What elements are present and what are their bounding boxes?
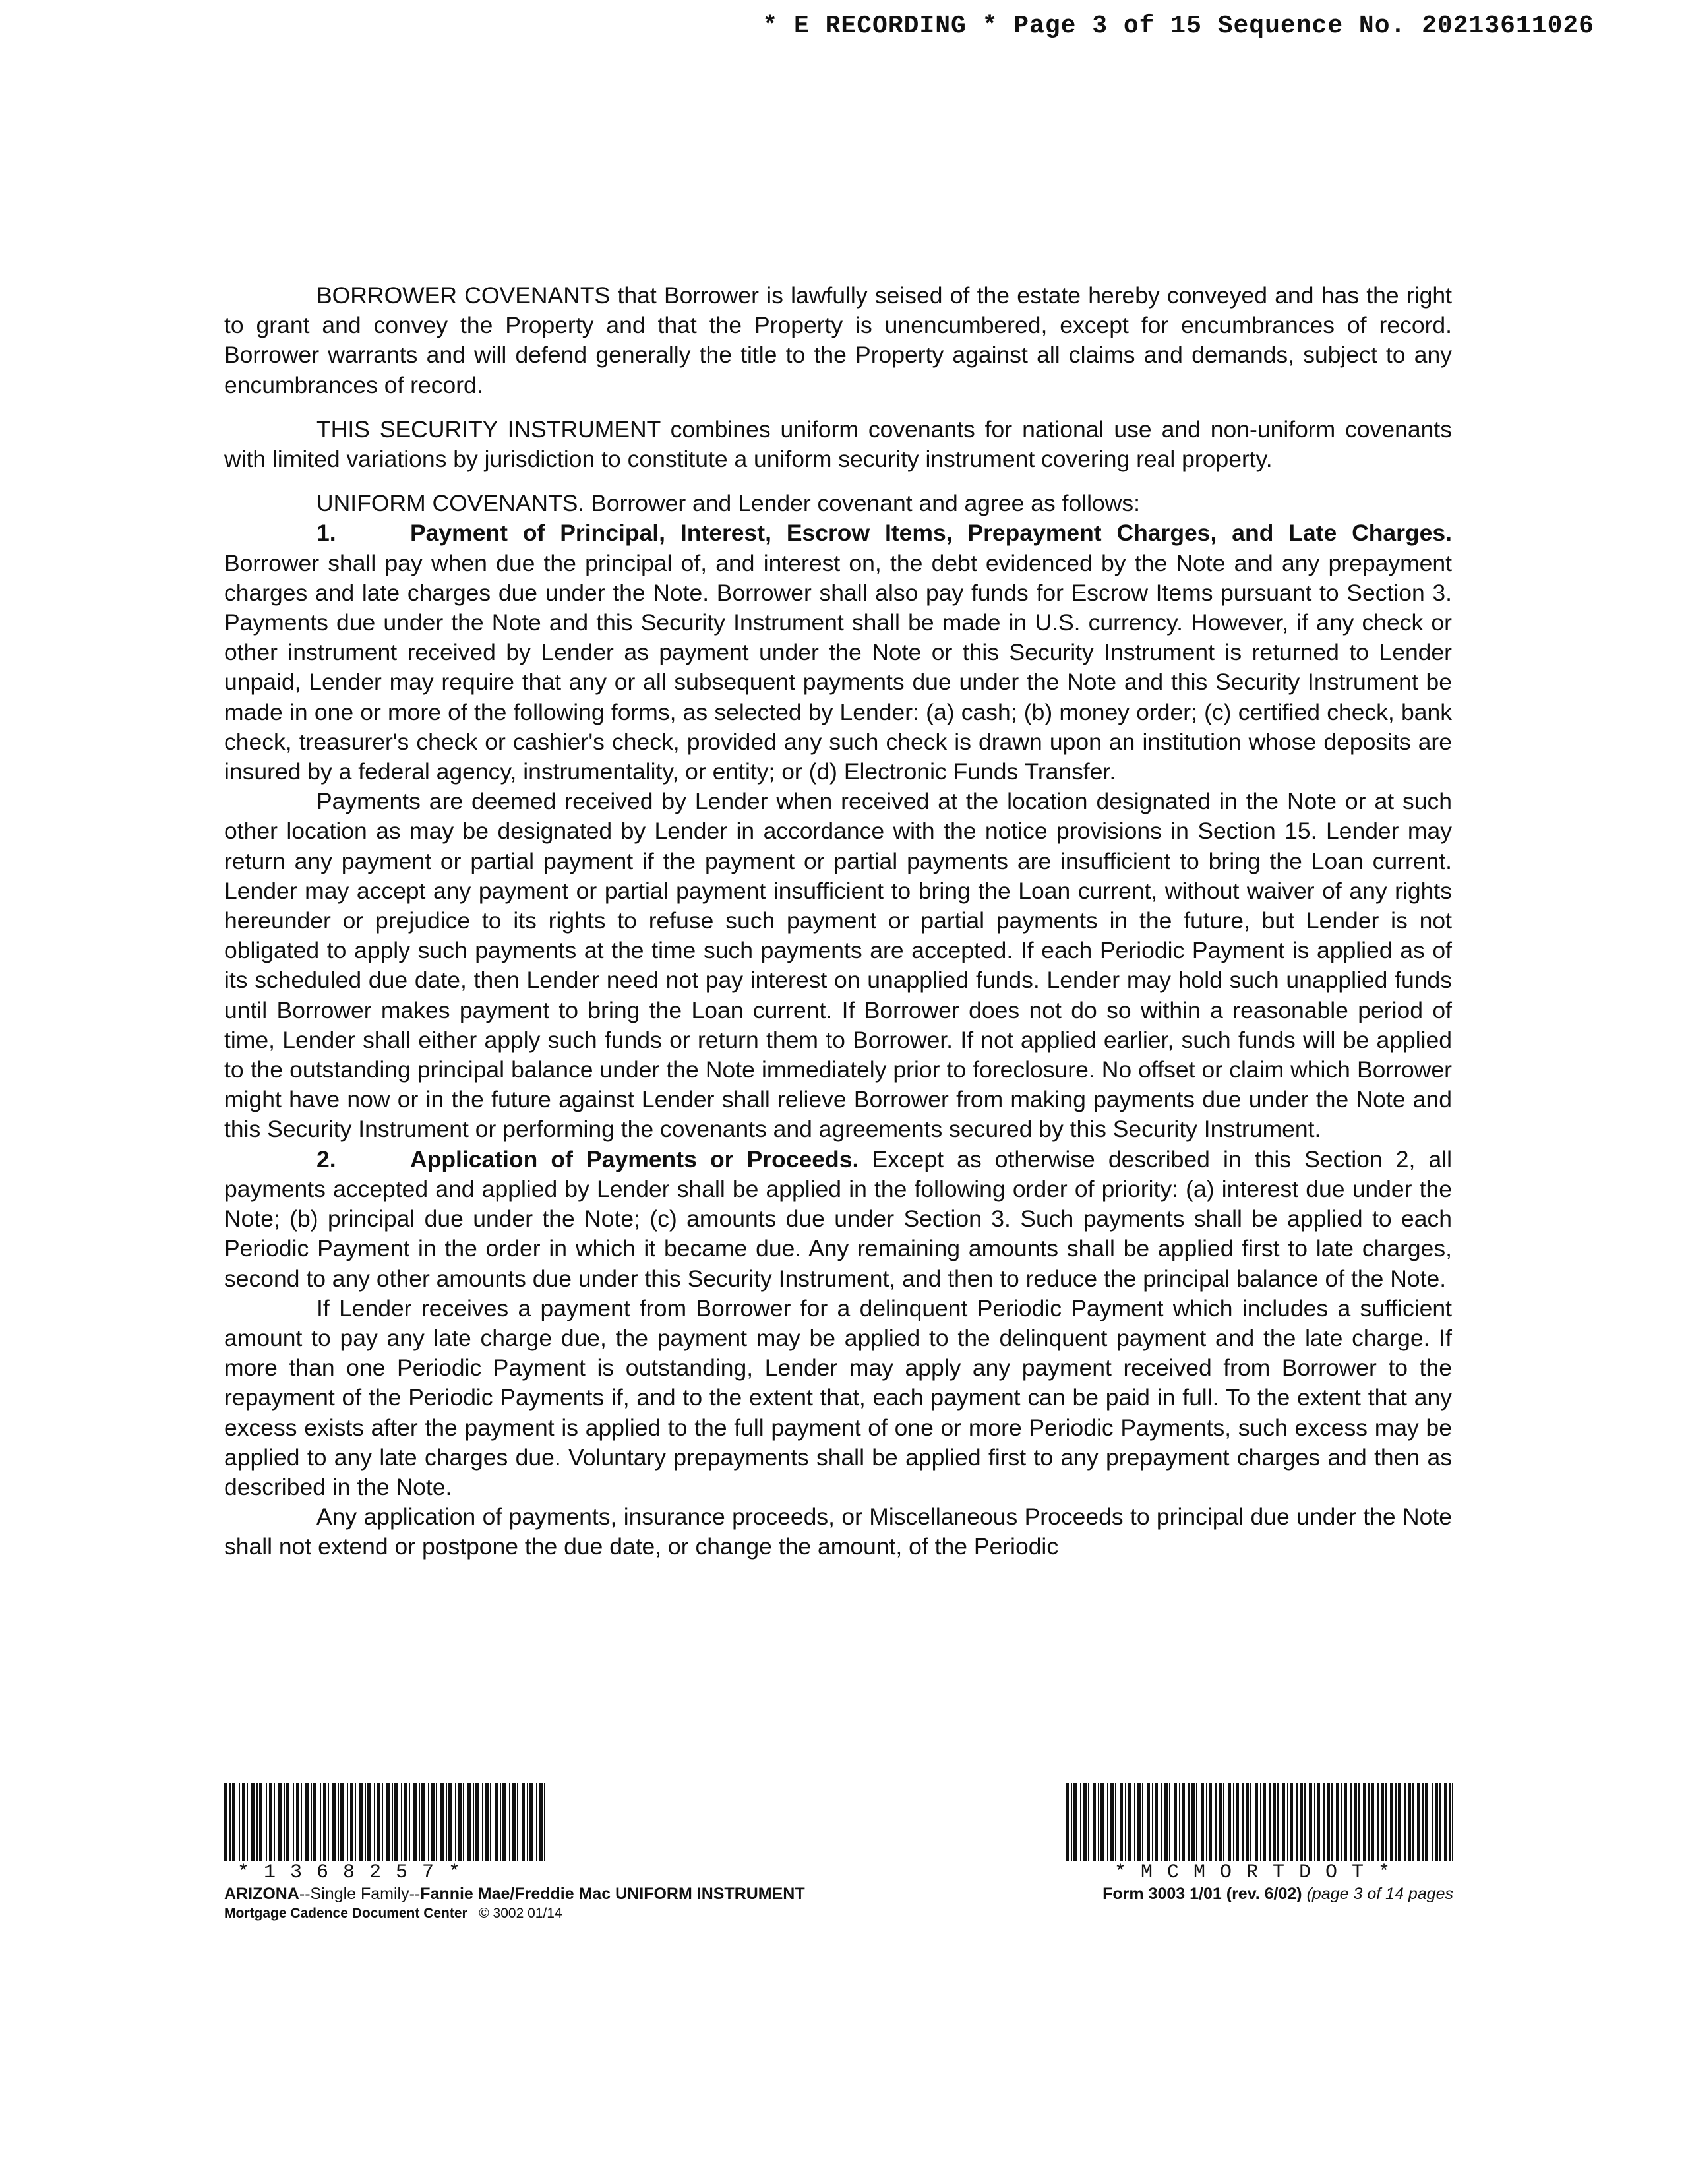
barcode-stripe	[1358, 1783, 1360, 1861]
section-2-text: Except as otherwise described in this Section 2, all payments accepted and applied by Lender shall be applied in the following order of priority: (a) interest due under the Note; (b) principal due under the Note; (c) amounts due under Section 3. Such payments shall be applied to each Periodic Payment in the order in which it became due. Any remaining amounts shall be applied first to late charges, second to any other amounts due under this Security Instrument, and then to reduce the principal balance of the Note.	[224, 1145, 1452, 1292]
barcode-stripe	[463, 1783, 464, 1861]
document-body	[224, 281, 1452, 1562]
barcode-stripe	[392, 1783, 393, 1861]
barcode-stripe	[500, 1783, 501, 1861]
barcode-stripe	[1425, 1783, 1428, 1861]
barcode-stripe	[428, 1783, 429, 1861]
barcode-stripe	[512, 1783, 516, 1861]
barcode-stripe	[1125, 1783, 1126, 1861]
barcode-stripe	[242, 1783, 245, 1861]
barcode-stripe	[421, 1783, 425, 1861]
barcode-stripe	[1219, 1783, 1222, 1861]
barcode-stripe	[1398, 1783, 1401, 1861]
barcode-stripe	[1196, 1783, 1197, 1861]
barcode-stripe	[1066, 1783, 1069, 1861]
barcode-stripe	[1452, 1783, 1453, 1861]
barcode-stripe	[1368, 1783, 1370, 1861]
barcode-stripe	[495, 1783, 498, 1861]
barcode-stripe	[446, 1783, 447, 1861]
barcode-stripe	[1110, 1783, 1114, 1861]
barcode-stripe	[328, 1783, 329, 1861]
barcode-stripe	[1309, 1783, 1312, 1861]
barcode-stripe	[1277, 1783, 1279, 1861]
barcode-stripe	[1155, 1783, 1158, 1861]
barcode-stripe	[1432, 1783, 1433, 1861]
barcode-right	[1066, 1783, 1453, 1861]
barcode-stripe	[256, 1783, 258, 1861]
barcode-stripe	[1191, 1783, 1195, 1861]
barcode-stripe	[1263, 1783, 1266, 1861]
instrument-name: Fannie Mae/Freddie Mac UNIFORM INSTRUMENT	[420, 1885, 805, 1903]
barcode-stripe	[1449, 1783, 1451, 1861]
barcode-stripe	[475, 1783, 479, 1861]
barcode-stripe	[340, 1783, 344, 1861]
barcode-stripe	[539, 1783, 543, 1861]
barcode-stripe	[522, 1783, 525, 1861]
barcode-stripe	[458, 1783, 462, 1861]
barcode-stripe	[269, 1783, 272, 1861]
barcode-stripe	[1300, 1783, 1303, 1861]
barcode-stripe	[413, 1783, 417, 1861]
barcode-left-text: *1368257*	[237, 1862, 475, 1884]
barcode-stripe	[1304, 1783, 1306, 1861]
section-1	[224, 518, 1452, 787]
barcode-left	[224, 1783, 549, 1861]
barcode-stripe	[1350, 1783, 1352, 1861]
barcode-stripe	[1206, 1783, 1207, 1861]
form-code: © 3002 01/14	[479, 1906, 562, 1921]
instrument-line	[224, 1883, 805, 1904]
barcode-stripe	[1287, 1783, 1288, 1861]
barcode-stripe	[1439, 1783, 1441, 1861]
payments-received-paragraph: Payments are deemed received by Lender when received at the location designated in the Note or at such other location as may be designated by Lender in accordance with the notice provisions in Section 15. Lender may return any payment or partial payment if the payment or partial payments are insufficient to bring the Loan current. Lender may accept any payment or partial payment insufficient to bring the Loan current, without waiver of any rights hereunder or prejudice to its rights to refuse such payment or partial payments in the future, but Lender is not obligated to apply such payments at the time such payments are accepted. If each Periodic Payment is applied as of its scheduled due date, then Lender need not pay interest on unapplied funds. Lender may hold such unapplied funds until Borrower makes payment to bring the Loan current. If Borrower does not do so within a reasonable period of time, Lender shall either apply such funds or return them to Borrower. If not applied earlier, such funds will be applied to the outstanding principal balance under the Note immediately prior to foreclosure. No offset or claim which Borrower might have now or in the future against Lender shall relieve Borrower from making payments due under the Note and this Security Instrument or performing the covenants and agreements secured by this Security Instrument.	[224, 788, 1452, 1143]
barcode-stripe	[1201, 1783, 1204, 1861]
barcode-stripe	[286, 1783, 289, 1861]
barcode-stripe	[1363, 1783, 1366, 1861]
barcode-stripe	[1242, 1783, 1244, 1861]
barcode-stripe	[305, 1783, 309, 1861]
section-1-number: 1.	[316, 520, 336, 547]
form-number-line	[1066, 1883, 1453, 1904]
barcode-stripe	[485, 1783, 489, 1861]
barcode-stripe	[1290, 1783, 1293, 1861]
section-1-title: Payment of Principal, Interest, Escrow Items, Prepayment Charges, and Late Charges.	[410, 520, 1452, 547]
barcode-stripe	[259, 1783, 262, 1861]
barcode-stripe	[536, 1783, 537, 1861]
barcode-stripe	[1107, 1783, 1108, 1861]
document-center-line	[224, 1904, 805, 1923]
barcode-stripe	[1147, 1783, 1150, 1861]
barcode-stripe	[239, 1783, 240, 1861]
barcode-stripe	[374, 1783, 375, 1861]
barcode-stripe	[529, 1783, 533, 1861]
barcode-stripe	[1255, 1783, 1258, 1861]
barcode-stripe	[1444, 1783, 1447, 1861]
barcode-stripe	[455, 1783, 456, 1861]
barcode-stripe	[1282, 1783, 1285, 1861]
barcode-stripe	[365, 1783, 366, 1861]
barcode-stripe	[1120, 1783, 1123, 1861]
barcode-stripe	[527, 1783, 528, 1861]
barcode-stripe	[1408, 1783, 1411, 1861]
barcode-stripe	[377, 1783, 380, 1861]
barcode-stripe	[266, 1783, 267, 1861]
barcode-stripe	[1273, 1783, 1276, 1861]
barcode-stripe	[301, 1783, 302, 1861]
barcode-stripe	[382, 1783, 383, 1861]
barcode-stripe	[1209, 1783, 1212, 1861]
barcode-stripe	[1250, 1783, 1251, 1861]
uniform-covenants-intro: UNIFORM COVENANTS. Borrower and Lender covenant and agree as follows:	[316, 490, 1140, 517]
barcode-stripe	[323, 1783, 326, 1861]
barcode-stripe	[1080, 1783, 1081, 1861]
barcode-stripe	[473, 1783, 474, 1861]
barcode-stripe	[1093, 1783, 1096, 1861]
barcode-stripe	[247, 1783, 248, 1861]
application-of-payments-paragraph: Any application of payments, insurance proceeds, or Miscellaneous Proceeds to principal due under the Note shall not extend or postpone the due date, or change the amount, of the Periodic	[224, 1503, 1452, 1560]
barcode-stripe	[1417, 1783, 1420, 1861]
barcode-stripe	[1331, 1783, 1333, 1861]
barcode-stripe	[274, 1783, 275, 1861]
barcode-stripe	[1435, 1783, 1438, 1861]
barcode-stripe	[1161, 1783, 1162, 1861]
barcode-stripe	[482, 1783, 483, 1861]
barcode-stripe	[359, 1783, 363, 1861]
barcode-stripe	[284, 1783, 285, 1861]
barcode-stripe	[1083, 1783, 1087, 1861]
barcode-stripe	[1395, 1783, 1397, 1861]
form-number: Form 3003 1/01 (rev. 6/02)	[1102, 1885, 1302, 1903]
barcode-stripe	[1381, 1783, 1384, 1861]
barcode-stripe	[1152, 1783, 1153, 1861]
section-2-number: 2.	[316, 1145, 336, 1172]
barcode-stripe	[1341, 1783, 1342, 1861]
barcode-stripe	[544, 1783, 545, 1861]
barcode-stripe	[394, 1783, 398, 1861]
barcode-stripe	[419, 1783, 420, 1861]
barcode-stripe	[502, 1783, 506, 1861]
barcode-stripe	[232, 1783, 235, 1861]
barcode-stripe	[1142, 1783, 1143, 1861]
barcode-stripe	[293, 1783, 294, 1861]
security-instrument-paragraph: THIS SECURITY INSTRUMENT combines uniform covenants for national use and non-uniform covenants with limited variations by jurisdiction to constitute a uniform security instrument covering real property.	[224, 415, 1452, 473]
barcode-stripe	[296, 1783, 299, 1861]
delinquent-payment-paragraph: If Lender receives a payment from Borrower for a delinquent Periodic Payment which includes a sufficient amount to pay any late charge due, the payment may be applied to the delinquent payment and the late charge. If more than one Periodic Payment is outstanding, Lender may apply any payment received from Borrower to the repayment of the Periodic Payments if, and to the extent that, each payment can be paid in full. To the extent that any excess exists after the payment is applied to the full payment of one or more Periodic Payments, such excess may be applied to any late charges due. Voluntary prepayments shall be applied first to any prepayment charges and then as described in the Note.	[224, 1294, 1452, 1500]
barcode-stripe	[1169, 1783, 1170, 1861]
barcode-stripe	[1100, 1783, 1104, 1861]
barcode-stripe	[490, 1783, 491, 1861]
barcode-stripe	[1336, 1783, 1339, 1861]
footer-right	[1066, 1783, 1453, 1904]
barcode-stripe	[1128, 1783, 1131, 1861]
barcode-stripe	[448, 1783, 452, 1861]
barcode-stripe	[251, 1783, 255, 1861]
barcode-stripe	[436, 1783, 437, 1861]
barcode-stripe	[467, 1783, 471, 1861]
barcode-stripe	[1354, 1783, 1357, 1861]
barcode-stripe	[1327, 1783, 1330, 1861]
barcode-stripe	[355, 1783, 356, 1861]
barcode-stripe	[1412, 1783, 1414, 1861]
barcode-stripe	[1098, 1783, 1099, 1861]
barcode-stripe	[409, 1783, 410, 1861]
barcode-stripe	[320, 1783, 321, 1861]
barcode-stripe	[224, 1783, 227, 1861]
barcode-stripe	[404, 1783, 407, 1861]
barcode-stripe	[1188, 1783, 1190, 1861]
barcode-stripe	[1179, 1783, 1180, 1861]
barcode-stripe	[1137, 1783, 1141, 1861]
barcode-stripe	[1314, 1783, 1315, 1861]
barcode-stripe	[1269, 1783, 1271, 1861]
barcode-stripe	[517, 1783, 518, 1861]
barcode-stripe	[1233, 1783, 1234, 1861]
barcode-stripe	[229, 1783, 231, 1861]
company-name: Mortgage Cadence Document Center	[224, 1906, 467, 1921]
barcode-stripe	[1296, 1783, 1298, 1861]
barcode-stripe	[338, 1783, 339, 1861]
state-description: --Single Family--	[299, 1885, 421, 1903]
barcode-stripe	[311, 1783, 312, 1861]
barcode-stripe	[1385, 1783, 1387, 1861]
barcode-stripe	[1088, 1783, 1089, 1861]
barcode-stripe	[332, 1783, 336, 1861]
barcode-stripe	[1134, 1783, 1135, 1861]
barcode-stripe	[1260, 1783, 1261, 1861]
barcode-stripe	[1174, 1783, 1177, 1861]
page-info: (page 3 of 14 pages	[1306, 1885, 1453, 1903]
barcode-stripe	[347, 1783, 348, 1861]
barcode-stripe	[431, 1783, 435, 1861]
footer-left	[224, 1783, 805, 1923]
barcode-stripe	[1164, 1783, 1168, 1861]
barcode-stripe	[509, 1783, 510, 1861]
state-name: ARIZONA	[224, 1885, 299, 1903]
barcode-stripe	[278, 1783, 282, 1861]
barcode-stripe	[1115, 1783, 1116, 1861]
barcode-stripe	[1371, 1783, 1374, 1861]
barcode-stripe	[1073, 1783, 1077, 1861]
barcode-stripe	[1246, 1783, 1249, 1861]
barcode-stripe	[350, 1783, 353, 1861]
barcode-stripe	[1344, 1783, 1347, 1861]
barcode-stripe	[401, 1783, 402, 1861]
barcode-stripe	[1317, 1783, 1320, 1861]
barcode-stripe	[440, 1783, 444, 1861]
barcode-stripe	[1236, 1783, 1239, 1861]
barcode-stripe	[313, 1783, 316, 1861]
barcode-stripe	[1228, 1783, 1231, 1861]
barcode-stripe	[386, 1783, 390, 1861]
section-2-title: Application of Payments or Proceeds.	[410, 1145, 859, 1172]
recording-stamp: * E RECORDING * Page 3 of 15 Sequence No. 20213611026	[762, 12, 1594, 40]
barcode-stripe	[1215, 1783, 1217, 1861]
barcode-stripe	[1404, 1783, 1406, 1861]
barcode-stripe	[367, 1783, 371, 1861]
barcode-right-text: *MCMORTDOT*	[1114, 1862, 1405, 1884]
barcode-stripe	[1182, 1783, 1185, 1861]
borrower-covenants-paragraph: BORROWER COVENANTS that Borrower is lawfully seised of the estate hereby conveyed and has the right to grant and convey the Property and that the Property is unencumbered, except for encumbrances of record. Borrower warrants and will defend generally the title to the Property against all claims and demands, subject to any encumbrances of record.	[224, 282, 1452, 398]
barcode-stripe	[1223, 1783, 1224, 1861]
barcode-stripe	[1377, 1783, 1379, 1861]
barcode-stripe	[1390, 1783, 1393, 1861]
barcode-stripe	[1422, 1783, 1424, 1861]
section-1-text: Borrower shall pay when due the principal of, and interest on, the debt evidenced by the Note and any prepayment charges and late charges due under the Note. Borrower shall also pay funds for Escrow Items pursuant to Section 3. Payments due under the Note and this Security Instrument shall be made in U.S. currency. However, if any check or other instrument received by Lender as payment under the Note or this Security Instrument is returned to Lender unpaid, Lender may require that any or all subsequent payments due under the Note and this Security Instrument be made in one or more of the following forms, as selected by Lender: (a) cash; (b) money order; (c) certified check, bank check, treasurer's check or cashier's check, provided any such check is drawn upon an institution whose deposits are insured by a federal agency, instrumentality, or entity; or (d) Electronic Funds Transfer.	[224, 549, 1452, 785]
section-2	[224, 1145, 1452, 1294]
barcode-stripe	[1323, 1783, 1325, 1861]
barcode-stripe	[1071, 1783, 1072, 1861]
